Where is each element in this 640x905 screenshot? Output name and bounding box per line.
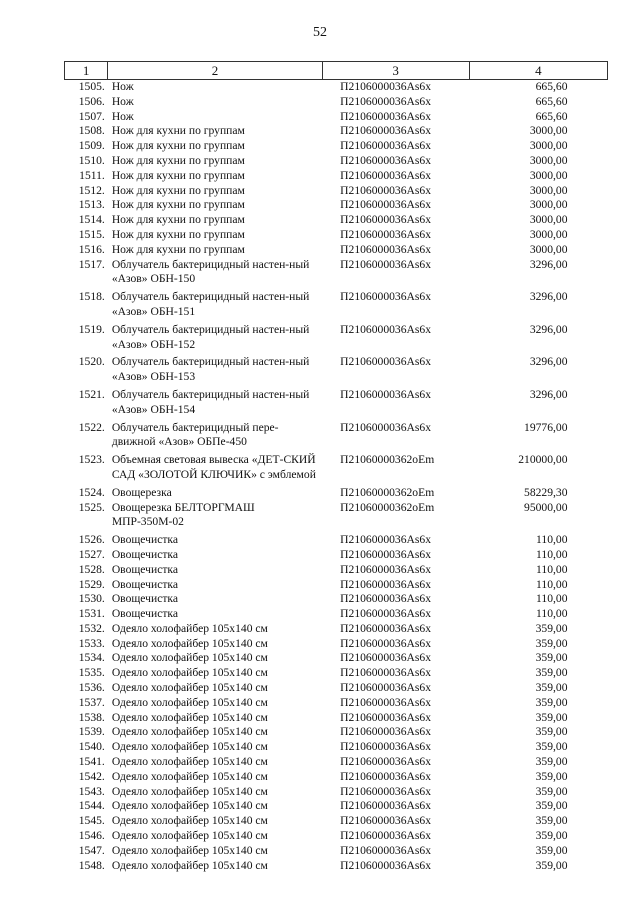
item-code: П2106000036Аѕ6х (340, 213, 431, 227)
item-name: Облучатель бактерицидный настен-ный «Азов» ОБН-153 (111, 355, 310, 384)
row-number: 1533. (78, 636, 105, 650)
table-row (65, 799, 608, 814)
row-number: 1543. (78, 784, 105, 798)
item-code: П2106000036Аѕ6х (340, 198, 431, 212)
row-number: 1522. (78, 420, 105, 434)
item-price: 3000,00 (529, 198, 568, 212)
table-row (65, 770, 608, 785)
row-number: 1537. (78, 695, 105, 709)
table-row (65, 124, 608, 139)
header-col-1: 1 (65, 62, 108, 80)
item-price: 359,00 (535, 725, 568, 739)
item-name: Облучатель бактерицидный настен-ный «Азов» ОБН-150 (111, 257, 310, 286)
item-price: 359,00 (535, 681, 568, 695)
table-row (65, 548, 608, 563)
row-number: 1529. (78, 577, 105, 591)
table-row (65, 622, 608, 637)
table-row (65, 169, 608, 184)
row-number: 1506. (78, 94, 105, 108)
item-price: 110,00 (536, 592, 568, 606)
item-price: 110,00 (536, 607, 568, 621)
row-number: 1509. (78, 139, 105, 153)
item-price: 359,00 (535, 829, 568, 843)
item-price: 359,00 (535, 636, 568, 650)
item-code: П2106000036Аѕ6х (340, 547, 431, 561)
row-number: 1514. (78, 213, 105, 227)
item-code: П2106000036Аѕ6х (340, 242, 431, 256)
item-code: П2106000036Аѕ6х (340, 533, 431, 547)
item-price: 359,00 (535, 740, 568, 754)
item-price: 3000,00 (529, 242, 568, 256)
item-price: 359,00 (535, 784, 568, 798)
row-number: 1530. (78, 592, 105, 606)
row-number: 1517. (78, 257, 105, 271)
header-col-2: 2 (108, 62, 322, 80)
item-code: П2106000036Аѕ6х (340, 124, 431, 138)
item-code: П21060000362оЕm (340, 453, 435, 467)
table-row (65, 290, 608, 323)
item-name: Нож (111, 109, 134, 123)
item-price: 210000,00 (518, 453, 568, 467)
item-price: 3000,00 (529, 124, 568, 138)
row-number: 1508. (78, 124, 105, 138)
item-code: П2106000036Аѕ6х (340, 387, 431, 401)
row-number: 1536. (78, 681, 105, 695)
item-name: Одеяло холофайбер 105х140 см (111, 784, 268, 798)
item-price: 359,00 (535, 695, 568, 709)
item-name: Овощечистка (111, 533, 179, 547)
item-name: Нож для кухни по группам (111, 168, 245, 182)
item-code: П2106000036Аѕ6х (340, 290, 431, 304)
table-row (65, 355, 608, 388)
inventory-table (64, 61, 608, 873)
item-name: Облучатель бактерицидный пере-движной «Азов» ОБПе-450 (111, 420, 279, 449)
item-price: 110,00 (536, 547, 568, 561)
item-name: Одеяло холофайбер 105х140 см (111, 829, 268, 843)
item-code: П2106000036Аѕ6х (340, 168, 431, 182)
table-row (65, 755, 608, 770)
table-row (65, 592, 608, 607)
table-row (65, 243, 608, 258)
row-number: 1541. (78, 755, 105, 769)
row-number: 1545. (78, 814, 105, 828)
item-code: П2106000036Аѕ6х (340, 843, 431, 857)
item-name: Овощечистка (111, 592, 179, 606)
row-number: 1525. (78, 500, 105, 514)
table-row (65, 829, 608, 844)
item-name: Нож для кухни по группам (111, 124, 245, 138)
item-price: 58229,30 (524, 485, 568, 499)
row-number: 1523. (78, 453, 105, 467)
table-row (65, 696, 608, 711)
item-price: 3296,00 (529, 290, 568, 304)
row-number: 1535. (78, 666, 105, 680)
item-code: П2106000036Аѕ6х (340, 322, 431, 336)
item-price: 359,00 (535, 769, 568, 783)
table-row (65, 80, 608, 95)
item-name: Овощерезка БЕЛТОРГМАШ МПР-350М-02 (111, 500, 255, 529)
table-row (65, 725, 608, 740)
item-price: 110,00 (536, 562, 568, 576)
item-name: Одеяло холофайбер 105х140 см (111, 725, 268, 739)
item-price: 95000,00 (524, 500, 568, 514)
item-code: П21060000362оЕm (340, 500, 435, 514)
item-code: П2106000036Аѕ6х (340, 740, 431, 754)
item-code: П2106000036Аѕ6х (340, 695, 431, 709)
row-number: 1510. (78, 153, 105, 167)
row-number: 1505. (78, 80, 105, 93)
item-price: 3000,00 (529, 183, 568, 197)
item-name: Нож (111, 80, 134, 93)
item-code: П2106000036Аѕ6х (340, 799, 431, 813)
item-code: П2106000036Аѕ6х (340, 666, 431, 680)
item-code: П2106000036Аѕ6х (340, 607, 431, 621)
row-number: 1515. (78, 227, 105, 241)
table-row (65, 578, 608, 593)
item-name: Нож для кухни по группам (111, 242, 245, 256)
item-price: 359,00 (535, 814, 568, 828)
row-number: 1548. (78, 858, 105, 872)
item-name: Одеяло холофайбер 105х140 см (111, 740, 268, 754)
item-name: Одеяло холофайбер 105х140 см (111, 858, 268, 872)
row-number: 1516. (78, 242, 105, 256)
row-number: 1527. (78, 547, 105, 561)
item-price: 3296,00 (529, 355, 568, 369)
item-price: 3296,00 (529, 322, 568, 336)
item-price: 3000,00 (529, 139, 568, 153)
item-price: 359,00 (535, 621, 568, 635)
item-code: П2106000036Аѕ6х (340, 562, 431, 576)
table-row (65, 323, 608, 356)
item-price: 359,00 (535, 858, 568, 872)
item-name: Облучатель бактерицидный настен-ный «Азов» ОБН-154 (111, 387, 310, 416)
item-name: Объемная световая вывеска «ДЕТ-СКИЙ САД «ЗОЛОТОЙ КЛЮЧИК» с эмблемой (111, 453, 316, 481)
item-code: П2106000036Аѕ6х (340, 621, 431, 635)
table-row (65, 139, 608, 154)
item-name: Овощерезка (111, 485, 172, 499)
item-name: Одеяло холофайбер 105х140 см (111, 843, 268, 857)
item-code: П2106000036Аѕ6х (340, 784, 431, 798)
item-name: Овощечистка (111, 577, 179, 591)
item-name: Одеяло холофайбер 105х140 см (111, 695, 268, 709)
item-price: 359,00 (535, 710, 568, 724)
table-row (65, 844, 608, 859)
item-code: П2106000036Аѕ6х (340, 725, 431, 739)
row-number: 1524. (78, 485, 105, 499)
item-code: П2106000036Аѕ6х (340, 139, 431, 153)
row-number: 1512. (78, 183, 105, 197)
row-number: 1520. (78, 355, 105, 369)
table-row (65, 563, 608, 578)
table-row (65, 486, 608, 501)
table-row (65, 651, 608, 666)
item-code: П2106000036Аѕ6х (340, 710, 431, 724)
row-number: 1542. (78, 769, 105, 783)
item-name: Овощечистка (111, 547, 179, 561)
row-number: 1532. (78, 621, 105, 635)
row-number: 1539. (78, 725, 105, 739)
table-row (65, 637, 608, 652)
item-name: Одеяло холофайбер 105х140 см (111, 636, 268, 650)
table-row (65, 184, 608, 199)
item-code: П2106000036Аѕ6х (340, 183, 431, 197)
table-row (65, 110, 608, 125)
item-code: П2106000036Аѕ6х (340, 636, 431, 650)
item-name: Овощечистка (111, 562, 179, 576)
item-price: 3000,00 (529, 213, 568, 227)
item-name: Нож (111, 94, 134, 108)
item-code: П2106000036Аѕ6х (340, 814, 431, 828)
item-code: П2106000036Аѕ6х (340, 755, 431, 769)
item-name: Облучатель бактерицидный настен-ный «Азов» ОБН-152 (111, 322, 310, 351)
item-code: П2106000036Аѕ6х (340, 355, 431, 369)
row-number: 1507. (78, 109, 105, 123)
row-number: 1544. (78, 799, 105, 813)
item-name: Одеяло холофайбер 105х140 см (111, 681, 268, 695)
row-number: 1540. (78, 740, 105, 754)
table-row (65, 453, 608, 486)
item-price: 110,00 (536, 533, 568, 547)
item-code: П21060000362оЕm (340, 485, 435, 499)
item-price: 359,00 (535, 799, 568, 813)
table-row (65, 388, 608, 421)
row-number: 1538. (78, 710, 105, 724)
row-number: 1511. (79, 168, 105, 182)
table-header (65, 62, 608, 80)
item-price: 665,60 (535, 109, 568, 123)
item-name: Одеяло холофайбер 105х140 см (111, 621, 268, 635)
item-name: Одеяло холофайбер 105х140 см (111, 666, 268, 680)
item-name: Овощечистка (111, 607, 179, 621)
item-code: П2106000036Аѕ6х (340, 153, 431, 167)
table-row (65, 213, 608, 228)
item-name: Одеяло холофайбер 105х140 см (111, 769, 268, 783)
item-name: Одеяло холофайбер 105х140 см (111, 651, 268, 665)
item-price: 3296,00 (529, 387, 568, 401)
item-code: П2106000036Аѕ6х (340, 80, 431, 93)
item-code: П2106000036Аѕ6х (340, 829, 431, 843)
item-price: 359,00 (535, 651, 568, 665)
item-name: Одеяло холофайбер 105х140 см (111, 814, 268, 828)
table-row (65, 228, 608, 243)
item-code: П2106000036Аѕ6х (340, 681, 431, 695)
item-price: 3000,00 (529, 168, 568, 182)
table-row (65, 711, 608, 726)
item-name: Нож для кухни по группам (111, 183, 245, 197)
item-price: 359,00 (535, 843, 568, 857)
table-row (65, 859, 608, 874)
item-name: Нож для кухни по группам (111, 198, 245, 212)
item-name: Нож для кухни по группам (111, 139, 245, 153)
table-body (65, 80, 608, 874)
header-col-4: 4 (469, 62, 607, 80)
item-name: Одеяло холофайбер 105х140 см (111, 710, 268, 724)
item-price: 359,00 (535, 755, 568, 769)
item-name: Облучатель бактерицидный настен-ный «Азов» ОБН-151 (111, 290, 310, 318)
item-name: Нож для кухни по группам (111, 213, 245, 227)
row-number: 1546. (78, 829, 105, 843)
item-name: Нож для кухни по группам (111, 153, 245, 167)
item-code: П2106000036Аѕ6х (340, 769, 431, 783)
table-row (65, 421, 608, 454)
item-code: П2106000036Аѕ6х (340, 858, 431, 872)
row-number: 1519. (78, 322, 105, 336)
item-name: Одеяло холофайбер 105х140 см (111, 799, 268, 813)
item-price: 3000,00 (529, 227, 568, 241)
item-code: П2106000036Аѕ6х (340, 109, 431, 123)
page-number: 52 (313, 25, 327, 40)
table-row (65, 258, 608, 291)
row-number: 1521. (78, 387, 105, 401)
table-row (65, 95, 608, 110)
row-number: 1547. (78, 843, 105, 857)
item-price: 3296,00 (529, 257, 568, 271)
item-name: Нож для кухни по группам (111, 227, 245, 241)
item-name: Одеяло холофайбер 105х140 см (111, 755, 268, 769)
table-row (65, 740, 608, 755)
table-row (65, 198, 608, 213)
item-code: П2106000036Аѕ6х (340, 94, 431, 108)
row-number: 1528. (78, 562, 105, 576)
item-code: П2106000036Аѕ6х (340, 592, 431, 606)
table-row (65, 607, 608, 622)
item-price: 19776,00 (524, 420, 568, 434)
row-number: 1526. (78, 533, 105, 547)
item-code: П2106000036Аѕ6х (340, 257, 431, 271)
item-price: 110,00 (536, 577, 568, 591)
table-row (65, 666, 608, 681)
item-code: П2106000036Аѕ6х (340, 227, 431, 241)
item-price: 665,60 (535, 94, 568, 108)
row-number: 1534. (78, 651, 105, 665)
item-price: 665,60 (535, 80, 568, 93)
item-code: П2106000036Аѕ6х (340, 651, 431, 665)
row-number: 1531. (78, 607, 105, 621)
item-price: 3000,00 (529, 153, 568, 167)
table-row (65, 501, 608, 534)
table-row (65, 154, 608, 169)
header-col-3: 3 (322, 62, 469, 80)
table-row (65, 814, 608, 829)
row-number: 1518. (78, 290, 105, 304)
table-row (65, 681, 608, 696)
item-price: 359,00 (535, 666, 568, 680)
table-row (65, 785, 608, 800)
table-row (65, 533, 608, 548)
item-code: П2106000036Аѕ6х (340, 577, 431, 591)
row-number: 1513. (78, 198, 105, 212)
item-code: П2106000036Аѕ6х (340, 420, 431, 434)
